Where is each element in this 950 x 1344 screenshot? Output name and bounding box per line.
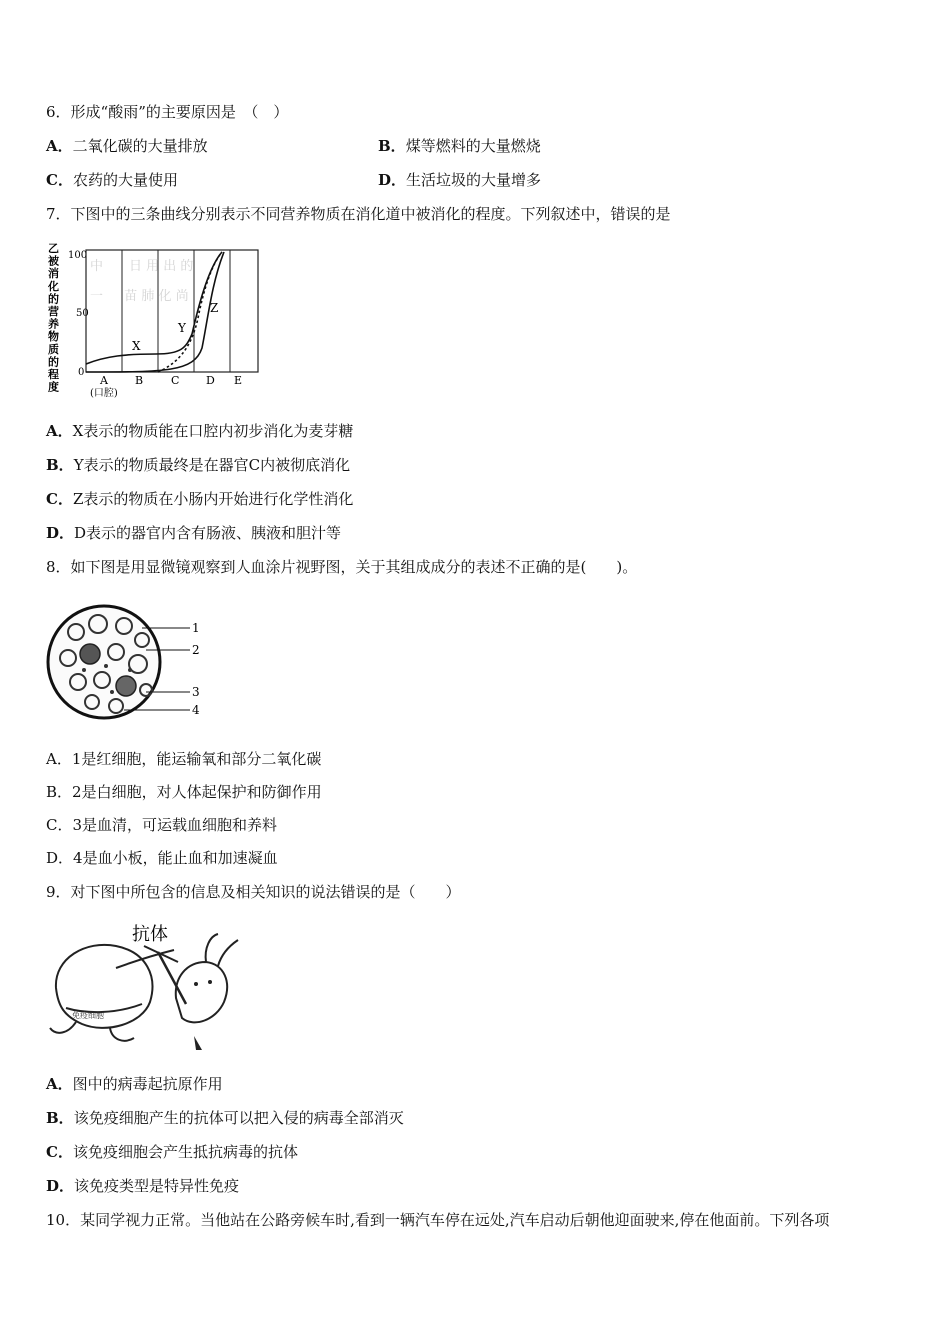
q7-option-c [46, 489, 353, 509]
q7-stem: 7．下图中的三条曲线分别表示不同营养物质在消化道中被消化的程度。下列叙述中，错误的是 [46, 205, 671, 223]
q7-xtick: B [135, 374, 144, 387]
q7-bleed-text: 一 苗 肺 化 尚 [90, 289, 189, 304]
q6-option-b [378, 136, 541, 156]
option-text: 生活垃圾的大量增多 [406, 171, 542, 189]
q8-stem: 8．如下图是用显微镜观察到人血涂片视野图，关于其组成成分的表述不正确的是( )。 [46, 558, 638, 576]
q7-ytick: 0 [78, 367, 85, 378]
option-key: D． [378, 171, 407, 189]
q7-xtick: C [171, 374, 180, 387]
q8-label-4: 4 [192, 703, 200, 717]
q8-label-1: 1 [192, 621, 200, 635]
option-text: 图中的病毒起抗原作用 [72, 1075, 223, 1093]
option-key: A． [46, 750, 72, 768]
q9-virus-eye [194, 982, 198, 986]
q8-label-2: 2 [192, 643, 200, 657]
option-key: D． [46, 1177, 75, 1195]
option-text: 该免疫细胞会产生抵抗病毒的抗体 [72, 1143, 298, 1161]
q8-label-3: 3 [192, 685, 200, 699]
q7-ylabel-char: 物 [48, 330, 59, 344]
q7-option-a [46, 421, 353, 441]
option-key: A． [46, 1075, 73, 1093]
q6-option-c [46, 170, 178, 190]
option-text: Y表示的物质最终是在器官C内被彻底消化 [73, 456, 351, 474]
q7-curve-label-x: X [132, 339, 141, 353]
q9-stem: 9．对下图中所包含的信息及相关知识的说法错误的是（ ） [46, 883, 461, 901]
q9-virus-antenna [218, 940, 238, 966]
q7-digestion-chart [46, 238, 276, 408]
q9-virus-eye [208, 980, 212, 984]
q8-blood-smear-figure [46, 596, 221, 736]
q8-option-d [46, 848, 278, 868]
q7-ylabel-char: 程 [48, 368, 59, 381]
option-text: 该免疫类型是特异性免疫 [74, 1177, 240, 1195]
q7-xtick: D [206, 374, 215, 387]
q7-bleed-text: 中 日 用 出 的 [90, 259, 194, 274]
option-key: A． [46, 422, 73, 440]
q7-ylabel-char: 的 [48, 292, 59, 306]
q7-curve-label-y: Y [178, 321, 186, 335]
q7-option-d [46, 523, 341, 543]
q7-ylabel-char: 乙 [48, 242, 59, 255]
q7-ylabel-char: 质 [48, 342, 59, 356]
q9-antibody-label: 抗体 [132, 924, 168, 945]
option-text: 二氧化碳的大量排放 [72, 137, 208, 155]
q7-ylabel-char: 被 [48, 254, 59, 268]
option-text: 3是血清，可运载血细胞和养料 [72, 816, 278, 834]
option-key: B． [378, 137, 406, 155]
q9-antibody-cartoon [46, 918, 246, 1058]
option-key: C． [46, 816, 73, 834]
q8-option-b [46, 782, 322, 802]
q9-virus-antenna [206, 934, 218, 962]
option-text: 煤等燃料的大量燃烧 [405, 137, 541, 155]
option-text: 4是血小板，能止血和加速凝血 [73, 849, 278, 867]
q7-ylabel-char: 消 [48, 267, 59, 281]
option-text: 该免疫细胞产生的抗体可以把入侵的病毒全部消灭 [73, 1109, 404, 1127]
q7-ylabel-char: 养 [48, 317, 59, 331]
q7-chart-ylabel [47, 242, 60, 394]
q9-immune-cell [56, 945, 153, 1028]
q7-ylabel-char: 的 [48, 355, 59, 369]
q9-option-b [46, 1108, 404, 1128]
q7-xtick: E [234, 374, 243, 387]
option-key: C． [46, 1143, 73, 1161]
q7-xtick-sub: (口腔) [90, 388, 118, 399]
option-key: C． [46, 490, 73, 508]
q6-option-d [378, 170, 541, 190]
option-key: C． [46, 171, 73, 189]
q9-immune-cell-label: 免疫细胞 [72, 1011, 104, 1020]
q10-stem: 10．某同学视力正常。当他站在公路旁候车时,看到一辆汽车停在远处,汽车启动后朝他迎面驶来,停在他面前。下列各项 [46, 1211, 830, 1229]
q7-option-b [46, 455, 350, 475]
q7-ytick: 50 [76, 308, 89, 319]
q8-option-a [46, 749, 321, 769]
q9-virus-tail [194, 1036, 202, 1050]
q9-option-a [46, 1074, 223, 1094]
q7-xtick: A [100, 374, 108, 387]
option-key: D． [46, 524, 75, 542]
option-key: D． [46, 849, 74, 867]
option-text: Z表示的物质在小肠内开始进行化学性消化 [72, 490, 354, 508]
option-text: 2是白细胞，对人体起保护和防御作用 [72, 783, 322, 801]
q8-option-c [46, 815, 277, 835]
q9-cell-leg [110, 1028, 134, 1041]
option-text: 1是红细胞，能运输氧和部分二氧化碳 [71, 750, 322, 768]
option-key: A． [46, 137, 73, 155]
q6-stem: 6．形成“酸雨”的主要原因是 （ ） [46, 103, 289, 121]
option-key: B． [46, 783, 73, 801]
q9-option-c [46, 1142, 298, 1162]
option-key: B． [46, 456, 74, 474]
q7-ytick: 100 [68, 250, 88, 261]
q7-ylabel-char: 化 [48, 279, 59, 293]
option-text: D表示的器官内含有肠液、胰液和胆汁等 [74, 524, 342, 542]
q6-option-a [46, 136, 208, 156]
q9-option-d [46, 1176, 239, 1196]
option-text: 农药的大量使用 [72, 171, 178, 189]
option-text: X表示的物质能在口腔内初步消化为麦芽糖 [72, 422, 354, 440]
q8-microscope-field [48, 606, 160, 718]
q9-cell-leg [50, 1022, 76, 1033]
q7-curve-label-z: Z [210, 301, 219, 315]
option-key: B． [46, 1109, 74, 1127]
q7-ylabel-char: 度 [48, 380, 59, 394]
q9-virus [176, 962, 227, 1022]
q7-ylabel-char: 营 [48, 305, 59, 318]
